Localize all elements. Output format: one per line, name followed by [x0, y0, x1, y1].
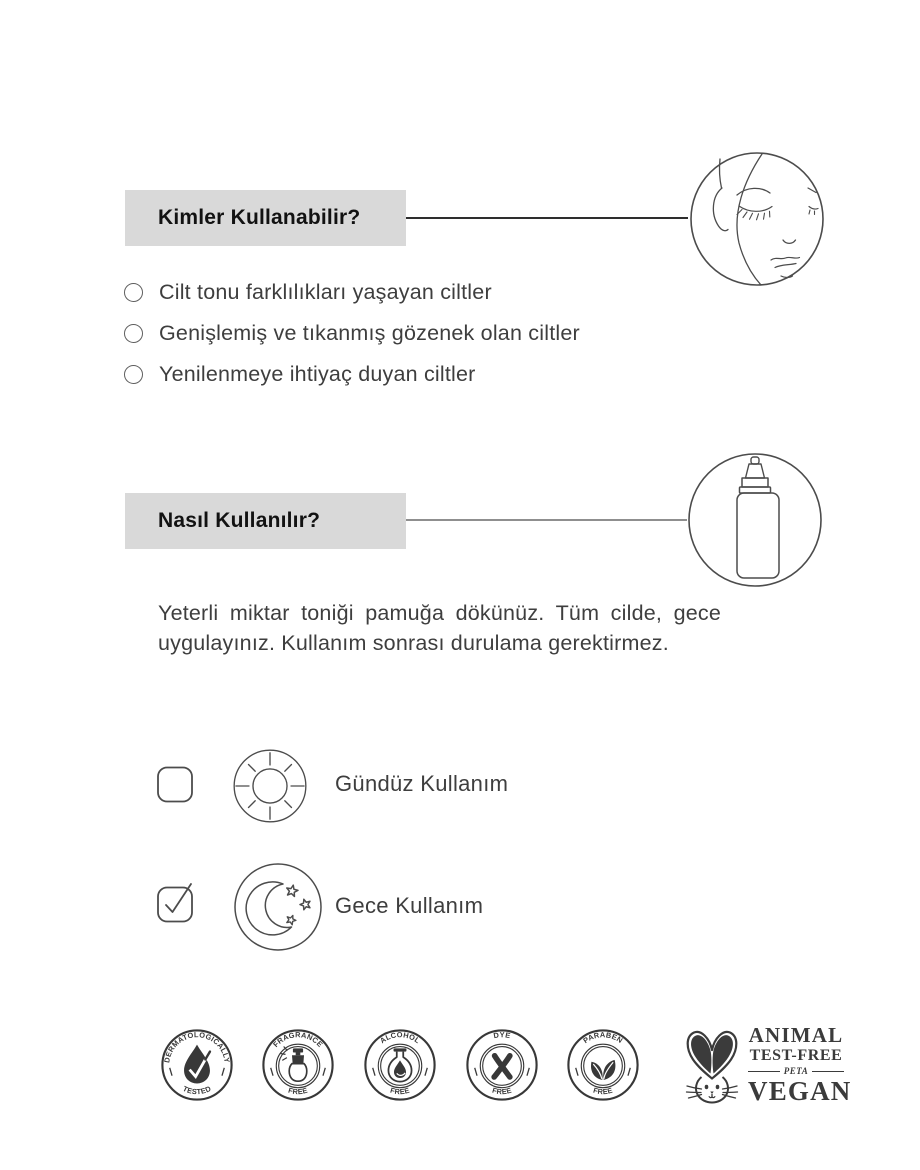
badge-top-text: ALCOHOL [378, 1030, 422, 1046]
leaves-icon [591, 1060, 615, 1080]
svg-text:FREE [287, 1086, 309, 1097]
badge-bottom-text: TESTED [181, 1083, 213, 1097]
circle-bullet-icon [124, 324, 143, 343]
peta-brand-row [748, 1067, 844, 1076]
sun-icon [227, 743, 313, 829]
fragrance-free-badge [261, 1028, 335, 1102]
night-usage-label: Gece Kullanım [335, 893, 484, 918]
divider [748, 1071, 780, 1073]
drop-check-icon [184, 1045, 210, 1084]
badge-bottom-text: FREE [592, 1085, 614, 1097]
paraben-free-badge [566, 1028, 640, 1102]
who-section-title: Kimler Kullanabilir? [158, 206, 361, 229]
who-can-use-list [124, 272, 580, 395]
badge-top-text: PARABEN [581, 1030, 625, 1046]
circle-bullet-icon [124, 283, 143, 302]
moon-stars-icon [233, 862, 323, 952]
svg-text:FREE [389, 1086, 411, 1097]
list-item-text: Genişlemiş ve tıkanmış gözenek olan ciltler [159, 321, 580, 345]
how-to-use-description: Yeterli miktar toniği pamuğa dökünüz. Tüm cilde, gece uygulayınız. Kullanım sonrası durulama gerektirmez. [158, 601, 721, 655]
perfume-spray-icon [280, 1047, 307, 1082]
how-section-title: Nasıl Kullanılır? [158, 509, 321, 532]
alcohol-free-badge [363, 1028, 437, 1102]
x-mark-icon [494, 1056, 510, 1077]
who-connector-line [406, 217, 688, 219]
peta-bunny-icon [684, 1026, 740, 1104]
squeeze-bottle-icon [687, 452, 823, 588]
flask-icon [388, 1048, 411, 1081]
peta-animal-text: ANIMAL [748, 1023, 844, 1047]
peta-testfree-text: TEST-FREE [749, 1047, 843, 1064]
dye-free-badge [465, 1028, 539, 1102]
svg-text:ALCOHOL [378, 1030, 422, 1045]
divider [812, 1071, 844, 1073]
badge-bottom-text: FREE [287, 1085, 309, 1097]
svg-text:FREE [592, 1086, 614, 1097]
list-item [124, 354, 580, 395]
how-section-header [125, 493, 406, 549]
svg-text:TESTED [181, 1084, 213, 1096]
svg-text:PARABEN [581, 1030, 624, 1045]
day-usage-checkbox[interactable] [155, 762, 201, 804]
list-item [124, 272, 580, 313]
night-usage-checkbox[interactable] [155, 882, 201, 924]
list-item-text: Cilt tonu farklılıkları yaşayan ciltler [159, 280, 492, 304]
svg-text:FREE [491, 1086, 513, 1097]
who-section-header [125, 190, 406, 246]
badge-bottom-text: FREE [491, 1085, 513, 1097]
how-connector-line [406, 519, 687, 521]
day-usage-label: Gündüz Kullanım [335, 771, 509, 796]
badge-top-text: DYE [492, 1030, 512, 1041]
face-icon [689, 151, 825, 287]
badge-top-text: DERMATOLOGICALLY [162, 1030, 232, 1064]
list-item-text: Yenilenmeye ihtiyaç duyan ciltler [159, 362, 476, 386]
svg-text:DYE [493, 1030, 512, 1040]
list-item [124, 313, 580, 354]
peta-logo-text [748, 1023, 852, 1106]
dermatologically-tested-badge [160, 1028, 234, 1102]
peta-vegan-logo [684, 1023, 852, 1106]
peta-vegan-text: VEGAN [748, 1076, 852, 1106]
circle-bullet-icon [124, 365, 143, 384]
peta-brand-text: PETA [783, 1066, 809, 1076]
badge-bottom-text: FREE [389, 1085, 411, 1097]
badge-top-text: FRAGRANCE [271, 1030, 325, 1050]
